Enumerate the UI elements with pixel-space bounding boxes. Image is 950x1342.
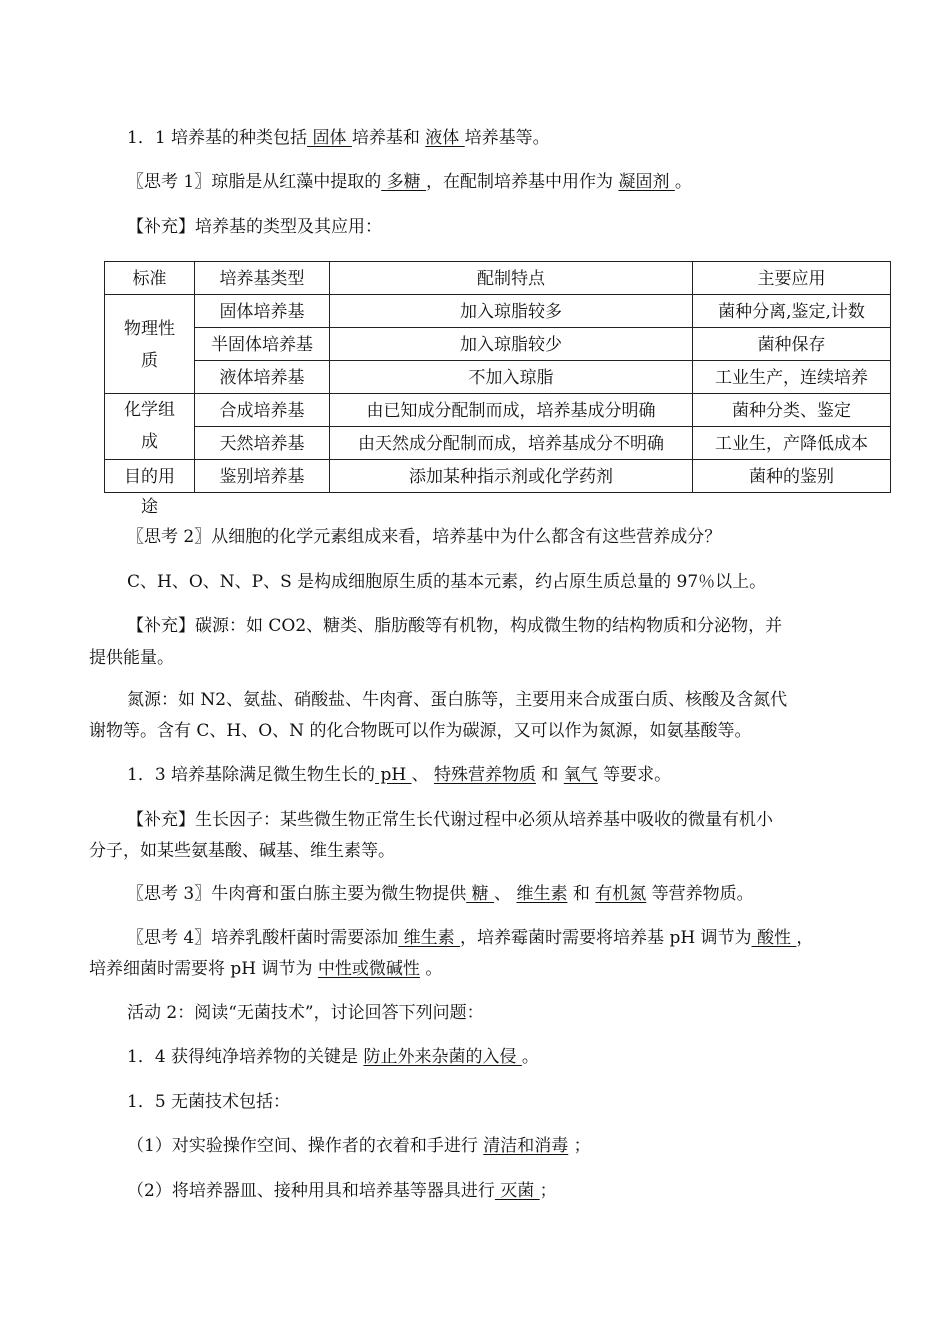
answer-neutral-alkaline: 中性或微碱性 bbox=[317, 959, 420, 979]
answer-acidic: 酸性 bbox=[751, 928, 797, 948]
table-row bbox=[105, 460, 891, 493]
answer-vitamin: 维生素 bbox=[516, 884, 568, 904]
group-label-line: 成 bbox=[141, 432, 158, 452]
text: 等要求。 bbox=[597, 765, 672, 785]
table-cell: 合成培养基 bbox=[195, 394, 330, 427]
paragraph-think-4-line1 bbox=[127, 926, 813, 950]
table-row bbox=[105, 394, 891, 427]
table-cell: 天然培养基 bbox=[195, 427, 330, 460]
text: ； bbox=[539, 1181, 557, 1201]
text: 。 bbox=[521, 1047, 539, 1067]
answer-clean-disinfect: 清洁和消毒 bbox=[483, 1136, 569, 1156]
text: 、 bbox=[411, 765, 434, 785]
paragraph-carbon-source-line1: 【补充】碳源：如 CO2、糖类、脂肪酸等有机物，构成微生物的结构物质和分泌物，并 bbox=[127, 616, 783, 636]
table-row bbox=[105, 295, 891, 328]
text: 。 bbox=[419, 959, 443, 979]
text: 和 bbox=[535, 765, 564, 785]
paragraph-think-3 bbox=[127, 882, 754, 906]
table-cell: 固体培养基 bbox=[195, 295, 330, 328]
answer-coagulant: 凝固剂 bbox=[618, 172, 675, 192]
table-cell: 工业生产，连续培养 bbox=[693, 361, 891, 394]
header-medium-type: 培养基类型 bbox=[195, 262, 330, 295]
answer-vitamin-2: 维生素 bbox=[398, 928, 461, 948]
header-preparation: 配制特点 bbox=[330, 262, 693, 295]
table-cell: 菌种分离,鉴定,计数 bbox=[693, 295, 891, 328]
table-cell: 菌种保存 bbox=[693, 328, 891, 361]
paragraph-think-1 bbox=[127, 170, 692, 194]
text: ， bbox=[796, 928, 814, 948]
text: 培养基和 bbox=[351, 128, 426, 148]
paragraph-culture-types bbox=[127, 126, 550, 150]
group-label-line: 途 bbox=[141, 497, 158, 517]
paragraph-aseptic-techniques: 1．5 无菌技术包括： bbox=[127, 1092, 291, 1112]
paragraph-aseptic-item-2 bbox=[127, 1179, 557, 1203]
table-cell: 加入琼脂较少 bbox=[330, 328, 693, 361]
paragraph-elements: C、H、O、N、P、S 是构成细胞原生质的基本元素，约占原生质总量的 97％以上。 bbox=[127, 572, 767, 592]
table-cell: 半固体培养基 bbox=[195, 328, 330, 361]
paragraph-requirements bbox=[127, 763, 671, 787]
paragraph-carbon-source-line2: 提供能量。 bbox=[89, 648, 174, 668]
paragraph-supplement-types: 【补充】培养基的类型及其应用： bbox=[127, 217, 382, 237]
table-cell: 添加某种指示剂或化学药剂 bbox=[330, 460, 693, 493]
paragraph-growth-factor-line2: 分子，如某些氨基酸、碱基、维生素等。 bbox=[89, 841, 395, 861]
text: （1）对实验操作空间、操作者的衣着和手进行 bbox=[127, 1136, 484, 1156]
group-label-physical bbox=[105, 295, 195, 394]
paragraph-growth-factor-line1: 【补充】生长因子：某些微生物正常生长代谢过程中必须从培养基中吸收的微量有机小 bbox=[127, 810, 773, 830]
table-cell: 由已知成分配制而成，培养基成分明确 bbox=[330, 394, 693, 427]
table-cell: 由天然成分配制而成，培养基成分不明确 bbox=[330, 427, 693, 460]
text: 。 bbox=[674, 172, 692, 192]
answer-special-nutrients: 特殊营养物质 bbox=[433, 765, 536, 785]
text: 〖思考 1〗琼脂是从红藻中提取的 bbox=[127, 172, 382, 192]
table-cell: 鉴别培养基 bbox=[195, 460, 330, 493]
paragraph-aseptic-item-1 bbox=[127, 1134, 591, 1158]
table-row bbox=[105, 361, 891, 394]
text: 培养细菌时需要将 pH 调节为 bbox=[89, 959, 318, 979]
group-label-line: 物理性 bbox=[124, 319, 175, 339]
answer-organic-nitrogen: 有机氮 bbox=[595, 884, 647, 904]
table-row bbox=[105, 328, 891, 361]
group-label-purpose bbox=[105, 460, 195, 517]
table-cell: 不加入琼脂 bbox=[330, 361, 693, 394]
text: 培养基等。 bbox=[464, 128, 550, 148]
text: 1．3 培养基除满足微生物生长的 bbox=[127, 765, 376, 785]
table-cell: 加入琼脂较多 bbox=[330, 295, 693, 328]
table-cell: 菌种的鉴别 bbox=[693, 460, 891, 493]
answer-ph: pH bbox=[375, 765, 412, 785]
text: 和 bbox=[567, 884, 596, 904]
culture-medium-table bbox=[104, 261, 891, 517]
answer-polysaccharide: 多糖 bbox=[381, 172, 427, 192]
table-row bbox=[105, 427, 891, 460]
table-cell: 工业生，产降低成本 bbox=[693, 427, 891, 460]
table-cell: 菌种分类、鉴定 bbox=[693, 394, 891, 427]
text: 1．1 培养基的种类包括 bbox=[127, 128, 308, 148]
paragraph-think-2: 〖思考 2〗从细胞的化学元素组成来看，培养基中为什么都含有这些营养成分？ bbox=[127, 527, 722, 547]
text: 〖思考 4〗培养乳酸杆菌时需要添加 bbox=[127, 928, 399, 948]
text: 〖思考 3〗牛肉膏和蛋白胨主要为微生物提供 bbox=[127, 884, 467, 904]
header-application: 主要应用 bbox=[693, 262, 891, 295]
text: ； bbox=[568, 1136, 591, 1156]
answer-sterilize: 灭菌 bbox=[494, 1181, 540, 1201]
group-label-line: 目的用 bbox=[124, 467, 175, 487]
answer-oxygen: 氧气 bbox=[563, 765, 598, 785]
table-cell: 液体培养基 bbox=[195, 361, 330, 394]
table-header-row bbox=[105, 262, 891, 295]
text: （2）将培养器皿、接种用具和培养基等器具进行 bbox=[127, 1181, 495, 1201]
answer-sugar: 糖 bbox=[466, 884, 495, 904]
paragraph-key-to-pure-culture bbox=[127, 1045, 539, 1069]
answer-liquid: 液体 bbox=[425, 128, 465, 148]
paragraph-nitrogen-source-line1: 氮源：如 N2、氨盐、硝酸盐、牛肉膏、蛋白胨等，主要用来合成蛋白质、核酸及含氮代 bbox=[127, 690, 788, 710]
text: 等营养物质。 bbox=[646, 884, 754, 904]
text: 、 bbox=[494, 884, 517, 904]
group-label-line: 质 bbox=[141, 351, 158, 371]
paragraph-nitrogen-source-line2: 谢物等。含有 C、H、O、N 的化合物既可以作为碳源，又可以作为氮源，如氨基酸等。 bbox=[89, 721, 752, 741]
paragraph-activity-2: 活动 2：阅读“无菌技术”，讨论回答下列问题： bbox=[127, 1003, 484, 1023]
text: ，在配制培养基中用作为 bbox=[426, 172, 619, 192]
answer-prevent-contamination: 防止外来杂菌的入侵 bbox=[363, 1047, 522, 1067]
header-standard: 标准 bbox=[105, 262, 195, 295]
group-label-line: 化学组 bbox=[124, 400, 175, 420]
answer-solid: 固体 bbox=[307, 128, 352, 148]
text: 1．4 获得纯净培养物的关键是 bbox=[127, 1047, 364, 1067]
paragraph-think-4-line2 bbox=[89, 957, 442, 981]
group-label-chemical bbox=[105, 394, 195, 460]
text: ，培养霉菌时需要将培养基 pH 调节为 bbox=[460, 928, 752, 948]
